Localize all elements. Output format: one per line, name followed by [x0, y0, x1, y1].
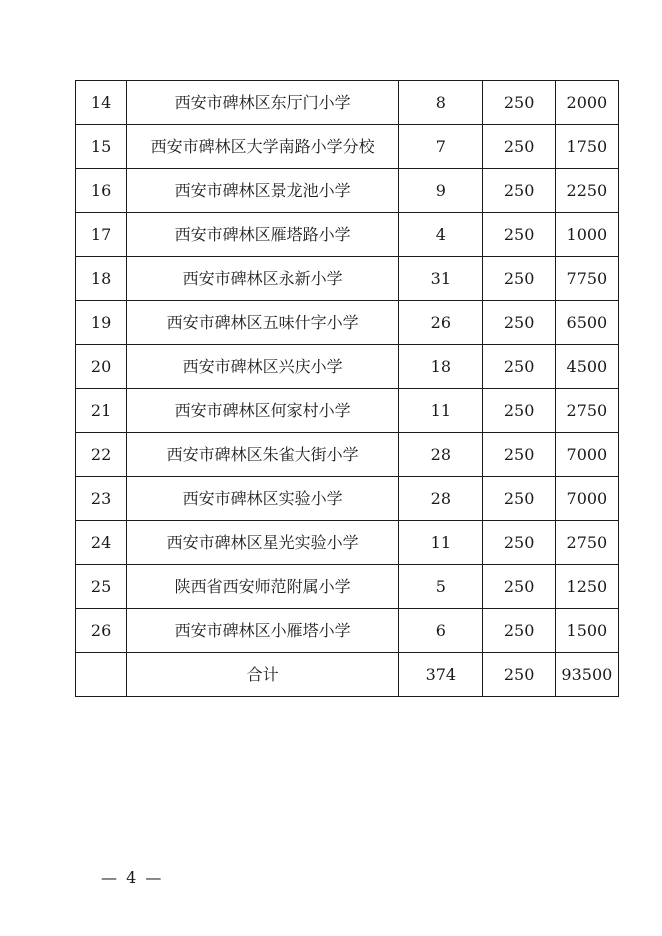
unit-amount-cell: 250 [483, 565, 555, 609]
table-row [76, 213, 619, 257]
unit-amount-cell: 250 [483, 345, 555, 389]
row-number-cell: 24 [76, 521, 127, 565]
total-amount-cell: 1000 [555, 213, 618, 257]
row-number-cell: 26 [76, 609, 127, 653]
row-number-cell: 17 [76, 213, 127, 257]
unit-amount-cell: 250 [483, 477, 555, 521]
table-row [76, 125, 619, 169]
count-cell: 28 [399, 477, 483, 521]
table-row [76, 477, 619, 521]
school-name-cell: 西安市碑林区小雁塔小学 [127, 609, 399, 653]
count-cell: 26 [399, 301, 483, 345]
school-name-cell: 西安市碑林区五味什字小学 [127, 301, 399, 345]
total-amount-cell: 1250 [555, 565, 618, 609]
row-number-cell: 22 [76, 433, 127, 477]
row-number-cell: 23 [76, 477, 127, 521]
school-name-cell: 西安市碑林区大学南路小学分校 [127, 125, 399, 169]
total-amount-cell: 2750 [555, 389, 618, 433]
row-number-cell: 21 [76, 389, 127, 433]
table-row [76, 389, 619, 433]
table-row [76, 521, 619, 565]
unit-amount-cell: 250 [483, 433, 555, 477]
row-number-cell: 15 [76, 125, 127, 169]
count-cell: 8 [399, 81, 483, 125]
table-row [76, 257, 619, 301]
school-name-cell: 陕西省西安师范附属小学 [127, 565, 399, 609]
row-number-cell: 19 [76, 301, 127, 345]
count-cell: 11 [399, 389, 483, 433]
unit-amount-cell: 250 [483, 521, 555, 565]
table-row [76, 301, 619, 345]
summary-school-name-cell: 合计 [127, 653, 399, 697]
total-amount-cell: 7000 [555, 477, 618, 521]
total-amount-cell: 2250 [555, 169, 618, 213]
school-name-cell: 西安市碑林区东厅门小学 [127, 81, 399, 125]
table-row [76, 81, 619, 125]
table-row [76, 565, 619, 609]
row-number-cell: 18 [76, 257, 127, 301]
school-name-cell: 西安市碑林区永新小学 [127, 257, 399, 301]
summary-count-cell: 374 [399, 653, 483, 697]
school-name-cell: 西安市碑林区景龙池小学 [127, 169, 399, 213]
table-row [76, 169, 619, 213]
school-name-cell: 西安市碑林区何家村小学 [127, 389, 399, 433]
school-name-cell: 西安市碑林区朱雀大街小学 [127, 433, 399, 477]
school-allocation-table [75, 80, 619, 697]
unit-amount-cell: 250 [483, 609, 555, 653]
row-number-cell: 25 [76, 565, 127, 609]
summary-row [76, 653, 619, 697]
summary-unit-amount-cell: 250 [483, 653, 555, 697]
count-cell: 18 [399, 345, 483, 389]
row-number-cell: 14 [76, 81, 127, 125]
page-number: — 4 — [101, 868, 164, 887]
total-amount-cell: 1750 [555, 125, 618, 169]
school-name-cell: 西安市碑林区实验小学 [127, 477, 399, 521]
summary-row-number-cell [76, 653, 127, 697]
table-row [76, 433, 619, 477]
table-row [76, 345, 619, 389]
table-body [76, 81, 619, 697]
table-row [76, 609, 619, 653]
unit-amount-cell: 250 [483, 257, 555, 301]
count-cell: 5 [399, 565, 483, 609]
count-cell: 11 [399, 521, 483, 565]
unit-amount-cell: 250 [483, 125, 555, 169]
count-cell: 4 [399, 213, 483, 257]
count-cell: 28 [399, 433, 483, 477]
unit-amount-cell: 250 [483, 81, 555, 125]
school-name-cell: 西安市碑林区兴庆小学 [127, 345, 399, 389]
total-amount-cell: 2750 [555, 521, 618, 565]
count-cell: 31 [399, 257, 483, 301]
total-amount-cell: 1500 [555, 609, 618, 653]
count-cell: 7 [399, 125, 483, 169]
unit-amount-cell: 250 [483, 301, 555, 345]
total-amount-cell: 4500 [555, 345, 618, 389]
summary-total-amount-cell: 93500 [555, 653, 618, 697]
total-amount-cell: 7000 [555, 433, 618, 477]
total-amount-cell: 2000 [555, 81, 618, 125]
school-name-cell: 西安市碑林区星光实验小学 [127, 521, 399, 565]
total-amount-cell: 7750 [555, 257, 618, 301]
count-cell: 6 [399, 609, 483, 653]
row-number-cell: 20 [76, 345, 127, 389]
count-cell: 9 [399, 169, 483, 213]
school-name-cell: 西安市碑林区雁塔路小学 [127, 213, 399, 257]
row-number-cell: 16 [76, 169, 127, 213]
unit-amount-cell: 250 [483, 169, 555, 213]
unit-amount-cell: 250 [483, 213, 555, 257]
unit-amount-cell: 250 [483, 389, 555, 433]
total-amount-cell: 6500 [555, 301, 618, 345]
